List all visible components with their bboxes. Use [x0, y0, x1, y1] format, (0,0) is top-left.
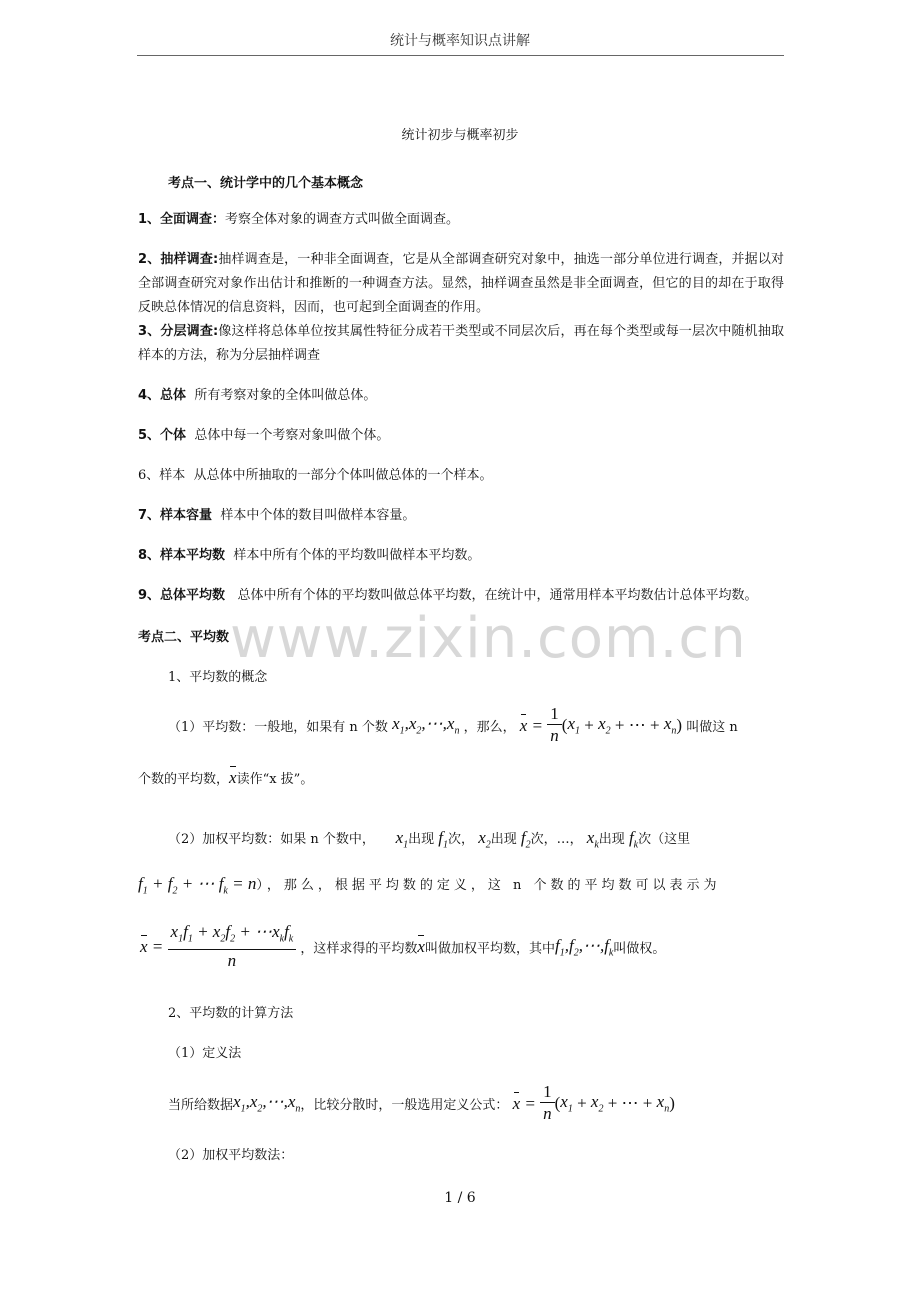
- concept-label: 2、抽样调查:: [138, 252, 219, 267]
- text: ，比较分散时，一般选用定义公式：: [300, 1098, 509, 1113]
- method-definition: （1）定义法: [168, 1046, 242, 1061]
- text: 读作“x 拔”。: [236, 772, 314, 787]
- section1-heading: 考点一、统计学中的几个基本概念: [168, 176, 364, 191]
- text: 出现: [408, 832, 435, 847]
- text: 出现: [598, 832, 625, 847]
- concept-text: 样本中个体的数目叫做样本容量。: [220, 508, 416, 523]
- text: 次，…，: [530, 832, 583, 847]
- concept-item-9: [138, 584, 784, 608]
- header-title: 统计与概率知识点讲解: [390, 33, 530, 49]
- concept-item-1: [138, 208, 784, 232]
- concept-item-5: [138, 424, 784, 448]
- subheading-concept: 1、平均数的概念: [168, 670, 268, 685]
- method-definition-line: 当所给数据$x_1,x_2,\cdots,x_n$，比较分散时，一般选用定义公式： x = $\frac{1}{n}$ ($x_1 + x_2$ + ⋯ + $x_n$): [168, 1082, 675, 1123]
- formula-weighted-mean: x =: [140, 937, 168, 957]
- document-title: 统计初步与概率初步: [401, 128, 519, 143]
- mean-definition-line-2: [138, 768, 313, 788]
- text: 个数的平均数，: [138, 772, 230, 787]
- section2-heading: 考点二、平均数: [138, 630, 230, 645]
- concept-text: 考察全体对象的调查方式叫做全面调查。: [225, 212, 460, 227]
- subheading-methods: 2、平均数的计算方法: [168, 1006, 294, 1021]
- method-weighted: （2）加权平均数法：: [168, 1148, 294, 1163]
- text: 次，: [448, 832, 475, 847]
- concept-item-4: [138, 384, 784, 408]
- fraction-1-over-n: $\frac{1}{n}$: [547, 704, 562, 747]
- concept-text: 从总体中所抽取的一部分个体叫做总体的一个样本。: [193, 468, 493, 483]
- concept-item-3: [138, 320, 784, 368]
- text: ，那么，: [463, 720, 516, 735]
- text: 叫做这 n: [686, 720, 738, 735]
- concept-text: 抽样调查是，一种非全面调查，它是从全部调查研究对象中，抽选一部分单位进行调查，并据以对全部调查研究对象作出估计和推断的一种调查方法。显然，抽样调查虽然是非全面调查，但它的目的却在于取得反映总体情况的信息资料，因而，也可起到全面调查的作用。: [138, 252, 784, 315]
- x-bar-symbol: x: [229, 768, 237, 787]
- concept-text: 像这样将总体单位按其属性特征分成若干类型或不同层次后，再在每个类型或每一层次中随机抽取样本的方法，称为分层抽样调查: [138, 324, 784, 363]
- text: （1）平均数：一般地，如果有 n 个数: [168, 720, 388, 735]
- text: 次（这里: [638, 832, 691, 847]
- concept-text: 所有考察对象的全体叫做总体。: [194, 388, 377, 403]
- concept-label: 5、个体: [138, 428, 187, 443]
- fraction-1-over-n: $\frac{1}{n}$: [540, 1082, 555, 1125]
- f1-symbol: $f_1$: [438, 828, 449, 851]
- header-divider: [137, 55, 784, 56]
- text: ，这样求得的平均数: [300, 941, 418, 957]
- text: 叫做加权平均数，其中: [424, 941, 555, 957]
- concept-label: 4、总体: [138, 388, 187, 403]
- concept-item-7: [138, 504, 784, 528]
- weighted-fraction: $\frac{x_1f_1 + x_2f_2 + \cdots x_kf_k}{n}$: [168, 922, 297, 972]
- text: 当所给数据: [168, 1098, 234, 1113]
- formula-mean: x =: [512, 1093, 541, 1113]
- concept-label: 1、全面调查：: [138, 212, 226, 227]
- fk-symbol: $f_k$: [628, 828, 639, 851]
- mean-definition-line: （1）平均数：一般地，如果有 n 个数 $x_1,x_2,\cdots,x_n$ ，那么， x = $\frac{1}{n}$ ($x_1 + x_2$ + ⋯ + $x_n$) 叫做这 n: [168, 704, 738, 745]
- text: 出现: [490, 832, 517, 847]
- concept-label: 6、样本: [138, 468, 186, 483]
- f2-symbol: $f_2$: [520, 828, 531, 851]
- concept-item-6: [138, 464, 784, 488]
- text: （2）加权平均数：如果 n 个数中，: [168, 832, 375, 847]
- concept-text: 总体中每一个考察对象叫做个体。: [194, 428, 390, 443]
- formula-data-list: $x_1,x_2,\cdots,x_n$: [392, 714, 460, 737]
- text: 叫做权。: [613, 941, 666, 957]
- concept-item-8: [138, 544, 784, 568]
- formula-data-list: $x_1,x_2,\cdots,x_n$: [233, 1092, 301, 1115]
- concept-label: 9、总体平均数: [138, 588, 226, 603]
- xk-symbol: $x_k$: [586, 828, 599, 851]
- concept-label: 7、样本容量: [138, 508, 213, 523]
- concept-text: 总体中所有个体的平均数叫做总体平均数，在统计中，通常用样本平均数估计总体平均数。: [237, 588, 758, 603]
- formula-weight-sum: $f_1 + f_2$ + ⋯ $f_k = n$: [138, 874, 257, 897]
- concept-item-2: [138, 248, 784, 320]
- watermark: www.zixin.com.cn: [230, 606, 747, 671]
- weights-list: $f_1,f_2,\cdots,f_k$: [554, 936, 614, 959]
- x1-symbol: $x_1$: [395, 828, 409, 851]
- concept-label: 8、样本平均数: [138, 548, 226, 563]
- concept-text: 样本中所有个体的平均数叫做样本平均数。: [233, 548, 481, 563]
- weighted-mean-line-2: [138, 874, 721, 896]
- concept-label: 3、分层调查:: [138, 324, 219, 339]
- page-number: 1 / 6: [444, 1190, 476, 1206]
- x2-symbol: $x_2$: [478, 828, 491, 851]
- formula-mean: x =: [519, 715, 548, 735]
- weighted-mean-line-1: [168, 828, 690, 850]
- x-bar-symbol: x: [417, 937, 425, 957]
- text: ），那么，根据平均数的定义，这 n 个数的平均数可以表示为: [256, 878, 721, 893]
- weighted-mean-formula-line: [140, 922, 665, 972]
